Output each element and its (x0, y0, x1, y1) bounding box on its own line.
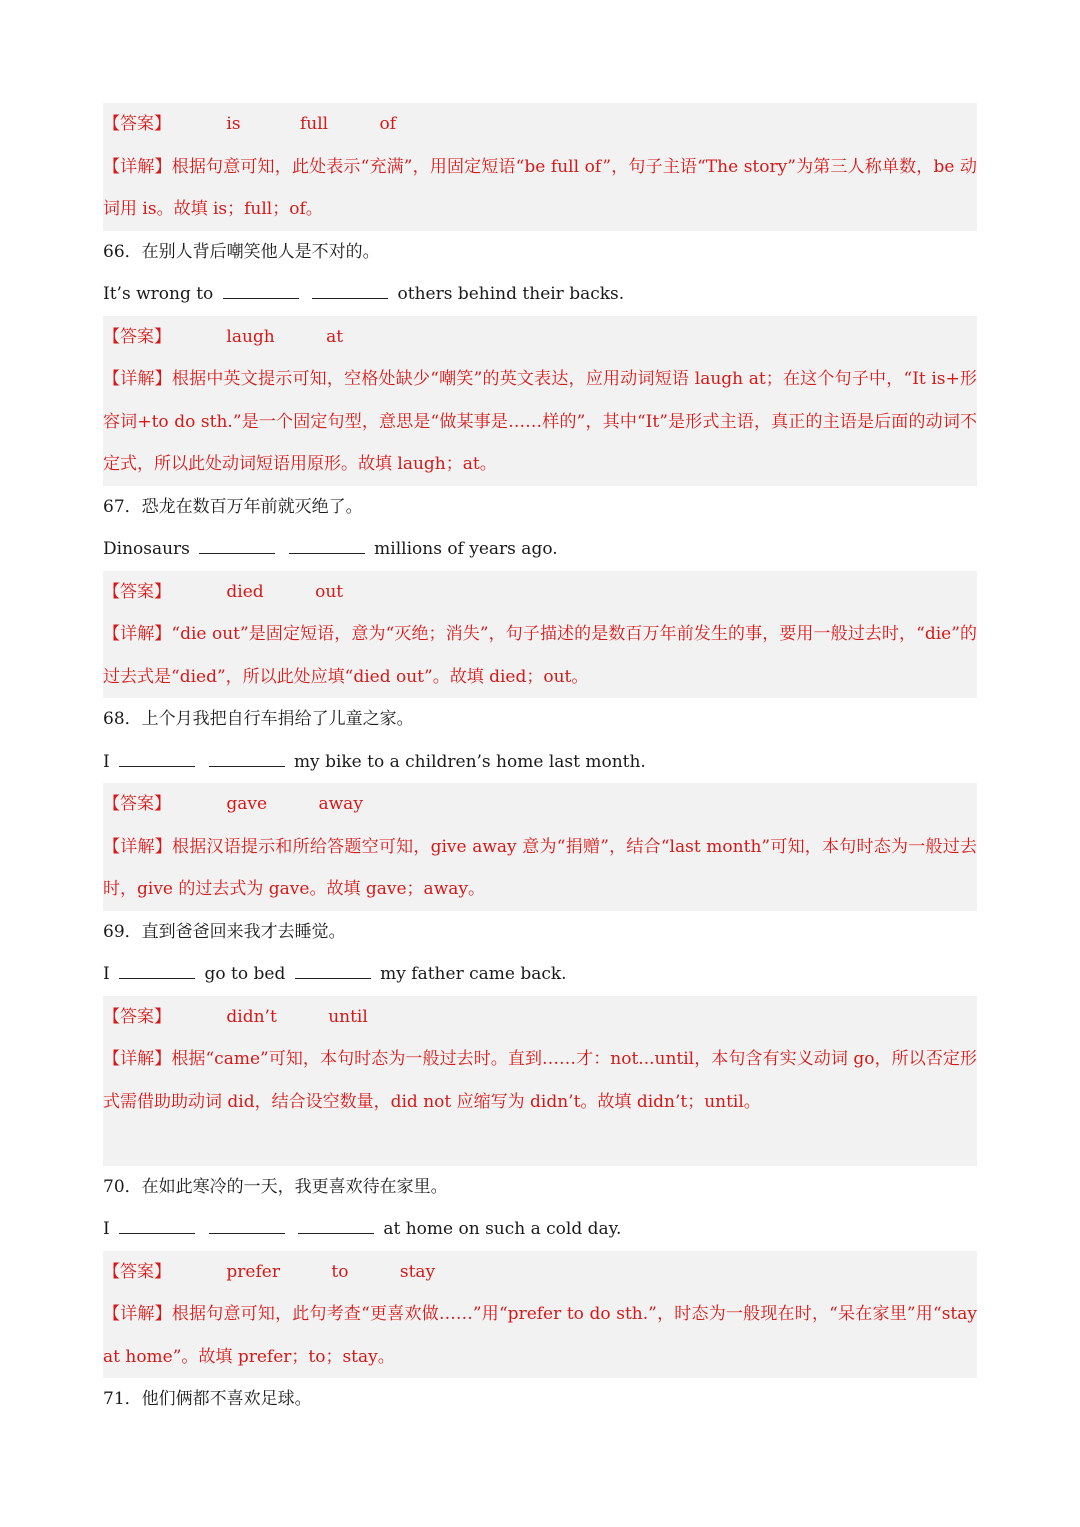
answer-blank[interactable] (298, 1213, 374, 1234)
detail-explanation: 【详解】“die out”是固定短语，意为“灭绝；消失”，句子描述的是数百万年前发生的事，要用一般过去时，“die”的过去式是“died”，所以此处应填“died out”。故填 died；out。 (103, 624, 977, 687)
answer-line (103, 1251, 977, 1294)
answer-line (103, 571, 977, 614)
answer-word: of (379, 114, 397, 134)
question-70-english: I at home on such a cold day. (103, 1208, 977, 1251)
answer-label: 【答案】 (103, 326, 171, 347)
answer-block-69 (103, 996, 977, 1166)
answer-word: is (226, 114, 241, 134)
question-70-chinese: 70．在如此寒冷的一天，我更喜欢待在家里。 (103, 1176, 448, 1197)
answer-blank[interactable] (289, 533, 365, 554)
question-69-english: I go to bed my father came back. (103, 953, 977, 996)
answer-line (103, 316, 977, 359)
detail-explanation: 【详解】根据中英文提示可知，空格处缺少“嘲笑”的英文表达，应用动词短语 laugh at；在这个句子中，“It is+形容词+to do sth.”是一个固定句型，意思是“做某事是……样的”，其中“It”是形式主语，真正的主语是后面的动词不定式，所以此处动词短语用原形。故填 laugh；at。 (103, 369, 977, 474)
answer-label: 【答案】 (103, 794, 171, 814)
answer-word: out (315, 581, 344, 602)
answer-blank[interactable] (295, 958, 371, 979)
question-66-english: It’s wrong to others behind their backs. (103, 273, 977, 316)
question-66-chinese: 66．在别人背后嘲笑他人是不对的。 (103, 241, 380, 262)
question-68-chinese: 68．上个月我把自行车捐给了儿童之家。 (103, 709, 414, 729)
worksheet-page (103, 103, 977, 1421)
question-69-chinese: 69．直到爸爸回来我才去睡觉。 (103, 921, 346, 942)
detail-explanation: 【详解】根据“came”可知，本句时态为一般过去时。直到……才：not...until，本句含有实义动词 go，所以否定形式需借助助动词 did，结合设空数量，did not 应缩写为 didn’t。故填 didn’t；until。 (103, 1049, 977, 1112)
answer-word: until (328, 1006, 368, 1027)
answer-word: didn’t (226, 1006, 277, 1027)
answer-line (103, 996, 977, 1039)
answer-line (103, 783, 977, 826)
answer-block-70 (103, 1251, 977, 1379)
answer-line (103, 103, 977, 146)
answer-blank[interactable] (119, 746, 195, 767)
answer-block-65 (103, 103, 977, 231)
answer-word: gave (226, 794, 268, 814)
answer-blank[interactable] (199, 533, 275, 554)
question-68-english: I my bike to a children’s home last month. (103, 741, 977, 784)
answer-block-67 (103, 571, 977, 699)
question-67-english: Dinosaurs millions of years ago. (103, 528, 977, 571)
question-67-chinese: 67．恐龙在数百万年前就灭绝了。 (103, 496, 363, 517)
answer-word: stay (399, 1261, 436, 1282)
answer-label: 【答案】 (103, 1261, 171, 1282)
answer-word: died (226, 581, 264, 602)
detail-explanation: 【详解】根据汉语提示和所给答题空可知，give away 意为“捐赠”，结合“last month”可知，本句时态为一般过去时，give 的过去式为 gave。故填 gave；away。 (103, 836, 977, 899)
answer-block-68 (103, 783, 977, 911)
detail-explanation: 【详解】根据句意可知，此处表示“充满”，用固定短语“be full of”，句子主语“The story”为第三人称单数，be 动词用 is。故填 is；full；of。 (103, 156, 977, 219)
question-71-chinese: 71．他们俩都不喜欢足球。 (103, 1389, 312, 1409)
answer-word: full (299, 114, 329, 134)
answer-blank[interactable] (209, 1213, 285, 1234)
answer-word: prefer (226, 1261, 280, 1282)
answer-blank[interactable] (119, 1213, 195, 1234)
answer-word: laugh (226, 326, 275, 347)
answer-label: 【答案】 (103, 581, 171, 602)
answer-blank[interactable] (312, 278, 388, 299)
answer-blank[interactable] (119, 958, 195, 979)
answer-label: 【答案】 (103, 1006, 171, 1027)
answer-word: to (331, 1261, 349, 1282)
answer-block-66 (103, 316, 977, 486)
detail-explanation: 【详解】根据句意可知，此句考查“更喜欢做……”用“prefer to do sth.”，时态为一般现在时，“呆在家里”用“stay at home”。故填 prefer；to；stay。 (103, 1304, 977, 1367)
answer-blank[interactable] (209, 746, 285, 767)
answer-word: away (318, 794, 363, 814)
answer-word: at (326, 326, 344, 347)
answer-blank[interactable] (223, 278, 299, 299)
answer-label: 【答案】 (103, 114, 171, 134)
